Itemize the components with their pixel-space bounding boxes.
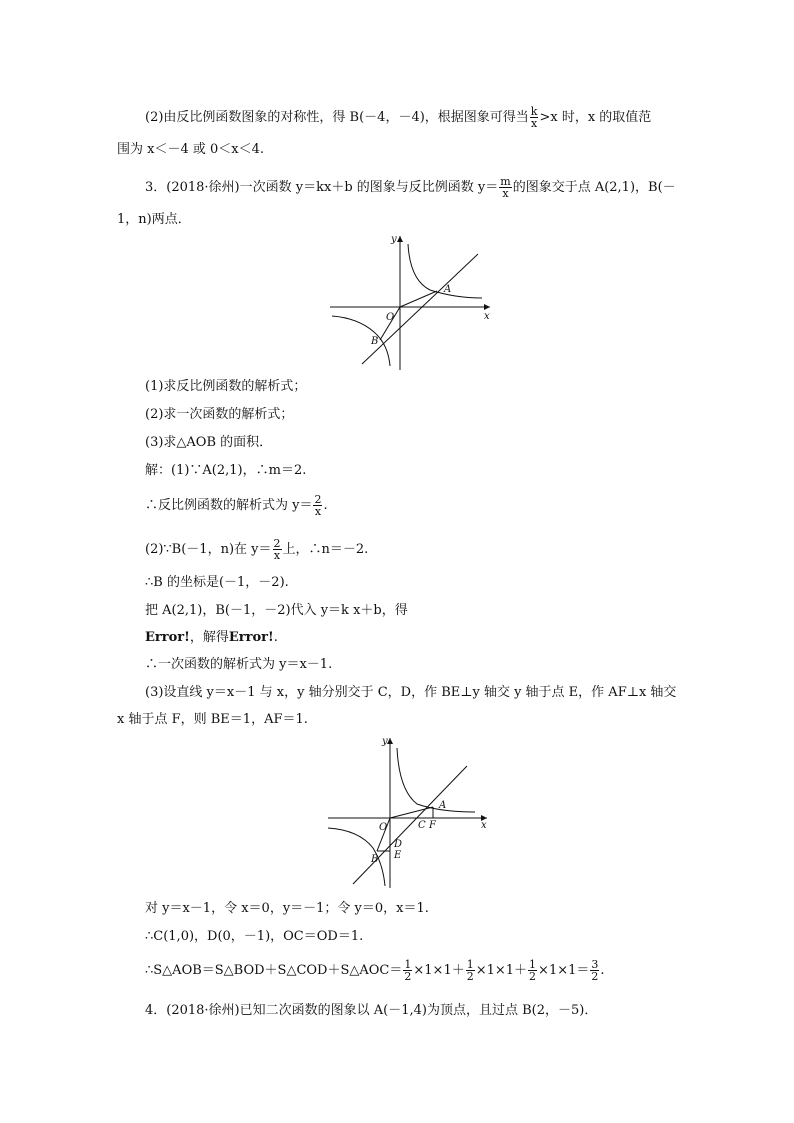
y-axis-arrow [387, 738, 393, 744]
label-y: y [382, 736, 388, 747]
solution-line: x 轴于点 F，则 BE＝1，AF＝1. [117, 712, 308, 727]
figure-2-graph [325, 734, 495, 890]
solution-line: (2)∵B(－1，n)在 y＝ $\frac{2}{x}$ 上，∴n＝－2. [145, 537, 369, 562]
solution-line: ∴一次函数的解析式为 y＝x－1. [145, 657, 333, 672]
label-B: B [371, 336, 379, 347]
solution-line: ∴B 的坐标是(－1，－2). [145, 575, 289, 590]
text-line: 1，n)两点． [117, 212, 191, 227]
sub-question-1: (1)求反比例函数的解析式； [145, 379, 307, 394]
fraction-one-half: $\frac{1}{2}$ [466, 958, 474, 983]
solution-line: (3)设直线 y＝x－1 与 x，y 轴分别交于 C，D，作 BE⊥y 轴交 y 轴于点 E，作 AF⊥x 轴交 [145, 685, 677, 700]
label-x: x [484, 311, 490, 322]
segment-OA [390, 807, 433, 818]
linear-function-line [362, 254, 478, 364]
solution-line: 解：(1)∵A(2,1)，∴m＝2. [145, 463, 307, 478]
segment-OA [400, 291, 437, 307]
text-line: 围为 x＜－4 或 0＜x＜4. [117, 142, 265, 157]
fraction-2-over-x: $\frac{2}{x}$ [273, 537, 281, 562]
fraction-2-over-x: $\frac{2}{x}$ [314, 493, 322, 518]
label-A: A [444, 284, 452, 295]
solution-line: ∴反比例函数的解析式为 y＝ $\frac{2}{x}$ . [145, 493, 328, 518]
y-axis-arrow [397, 236, 403, 242]
label-A: A [439, 800, 447, 811]
fraction-three-halves: $\frac{3}{2}$ [591, 958, 599, 983]
fraction-m-over-x: $\frac{m}{x}$ [500, 175, 511, 200]
label-y: y [391, 234, 397, 245]
area-calculation-line: ∴S△AOB＝S△BOD＋S△COD＋S△AOC＝ $\frac{1}{2}$ ×1×1＋ $\frac{1}{2}$ ×1×1＋ $\frac{1}{2}$ ×1×1＝ $\frac{3}{2}$ . [145, 958, 605, 983]
label-O: O [379, 822, 388, 833]
hyperbola-branch-1 [397, 748, 475, 812]
x-axis-arrow [484, 304, 490, 310]
sub-question-2: (2)求一次函数的解析式； [145, 407, 294, 422]
solution-line: ∴C(1,0)，D(0，－1)，OC＝OD＝1. [145, 929, 364, 944]
problem-3-statement: 3．(2018·徐州)一次函数 y＝kx＋b 的图象与反比例函数 y＝ $\frac{m}{x}$ 的图象交于点 A(2,1)，B(－ [145, 175, 676, 200]
linear-function-line [353, 766, 467, 884]
label-E: E [394, 850, 402, 861]
label-C: C [418, 820, 426, 831]
label-x: x [481, 820, 487, 831]
label-D: D [394, 839, 403, 850]
problem-4-statement: 4．(2018·徐州)已知二次函数的图象以 A(－1,4)为顶点，且过点 B(2，－5)． [145, 1003, 598, 1018]
fraction-k-over-x: $\frac{k}{x}$ [530, 105, 538, 130]
label-F: F [429, 820, 436, 831]
hyperbola-branch-3 [332, 316, 390, 366]
solution-line: 对 y＝x－1，令 x＝0，y＝－1；令 y＝0，x＝1. [145, 901, 429, 916]
solution-line: 把 A(2,1)，B(－1，－2)代入 y＝k x＋b，得 [145, 603, 408, 618]
fraction-one-half: $\frac{1}{2}$ [404, 958, 412, 983]
solution-line: Error!，解得Error!. [145, 630, 278, 645]
fraction-one-half: $\frac{1}{2}$ [529, 958, 537, 983]
text-line: (2)由反比例函数图象的对称性，得 B(－4，－4)，根据图象可得当 $\frac{k}{x}$ >x 时，x 的取值范 [145, 105, 652, 130]
sub-question-3: (3)求△AOB 的面积． [145, 435, 273, 450]
label-O: O [386, 312, 395, 323]
figure-1-graph [330, 232, 500, 372]
label-B: B [371, 854, 379, 865]
